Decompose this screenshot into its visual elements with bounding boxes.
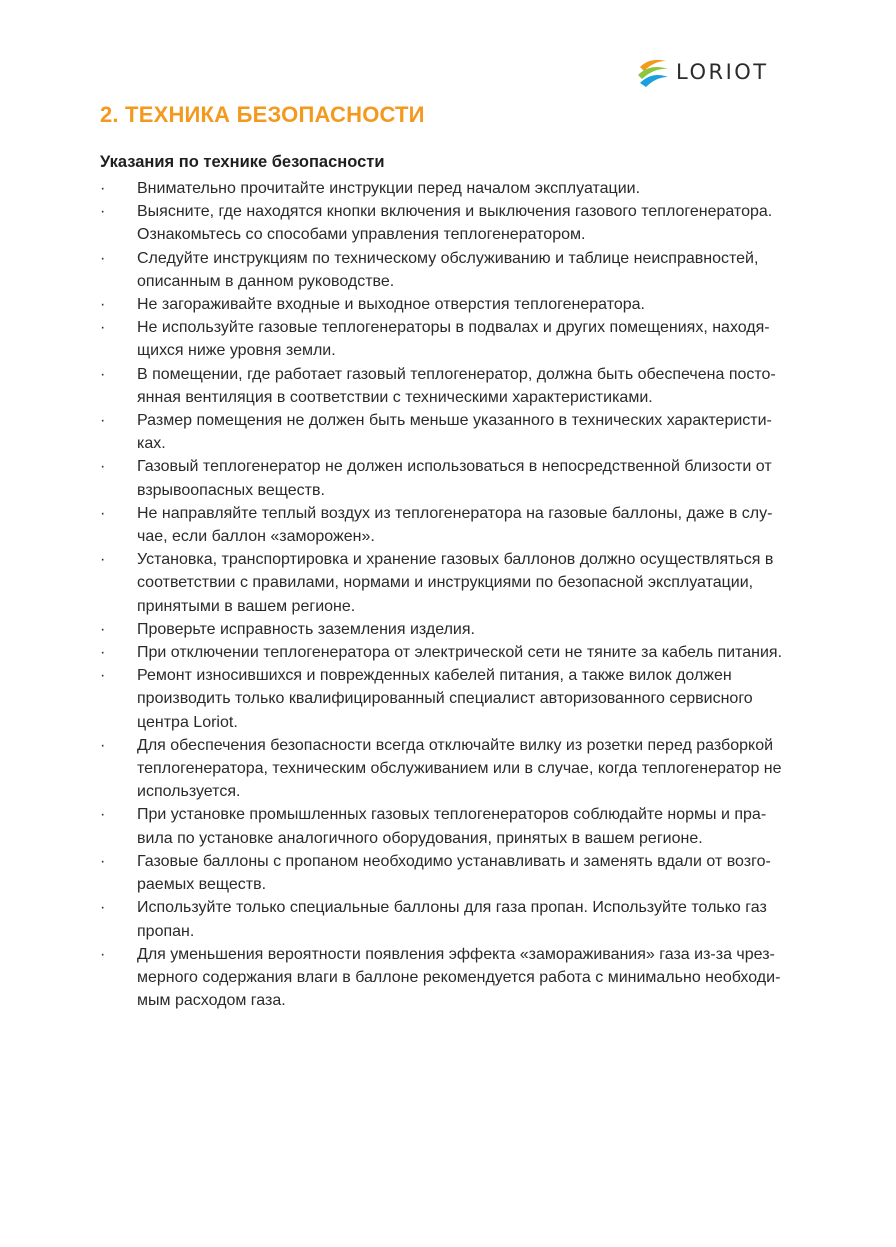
safety-rule-item [100, 664, 800, 734]
safety-rule-item [100, 363, 800, 409]
safety-rule-item [100, 943, 800, 1013]
bullet-icon: · [100, 667, 106, 685]
safety-rule-text: Проверьте исправность заземления изделия. [137, 620, 475, 638]
safety-rule-item [100, 548, 800, 618]
safety-rule-text: Ремонт износившихся и поврежденных кабелей питания, а также вилок должен производить только квалифицированный специалист авторизованного сервисного центра Loriot. [137, 667, 753, 731]
safety-subtitle: Указания по технике безопасности [100, 153, 385, 171]
bullet-icon: · [100, 412, 106, 430]
safety-rule-text: Выясните, где находятся кнопки включения и выключения газового теплогенератора. Ознакомьтесь со способами управления теплогенератором. [137, 203, 773, 244]
safety-rule-text: Не направляйте теплый воздух из теплогенератора на газовые баллоны, даже в слу-чае, если баллон «заморожен». [137, 504, 773, 546]
safety-rule-text: Внимательно прочитайте инструкции перед началом эксплуатации. [137, 180, 641, 197]
safety-rule-item [100, 316, 800, 362]
safety-rule-item [100, 502, 800, 548]
section-title: 2. ТЕХНИКА БЕЗОПАСНОСТИ [100, 102, 425, 127]
safety-rule-item [100, 618, 800, 641]
safety-rule-text: При отключении теплогенератора от электрической сети не тяните за кабель питания. [137, 644, 783, 662]
safety-rule-text: Газовые баллоны с пропаном необходимо устанавливать и заменять вдали от возго-раемых веществ. [137, 852, 771, 894]
bullet-icon: · [100, 365, 106, 383]
bullet-icon: · [100, 296, 106, 314]
safety-rule-text: Не загораживайте входные и выходное отверстия теплогенератора. [137, 296, 645, 314]
safety-rule-item [100, 641, 800, 664]
safety-rule-text: Не используйте газовые теплогенераторы в подвалах и других помещениях, находя-щихся ниже уровня земли. [137, 319, 770, 360]
safety-rule-item [100, 200, 800, 246]
brand-logo [636, 57, 769, 87]
safety-rule-text: Используйте только специальные баллоны для газа пропан. Используйте только газ пропан. [137, 899, 767, 940]
safety-rule-item [100, 734, 800, 804]
bullet-icon: · [100, 458, 106, 476]
bullet-icon: · [100, 736, 106, 754]
bullet-icon: · [100, 852, 106, 870]
safety-rule-text: Следуйте инструкциям по техническому обслуживанию и таблице неисправностей, описанным в данном руководстве. [137, 249, 759, 290]
safety-rules-list [100, 177, 800, 1012]
safety-rule-text: Для уменьшения вероятности появления эффекта «замораживания» газа из-за чрез-мерного содержания влаги в баллоне рекомендуется работа с минимально необходи-мым расходом газа. [137, 945, 781, 1010]
logo-text: LORIOT [676, 60, 769, 84]
bullet-icon: · [100, 203, 106, 221]
safety-rule-text: Размер помещения не должен быть меньше указанного в технических характеристи-ках. [137, 412, 772, 453]
safety-rule-item [100, 455, 800, 501]
bullet-icon: · [100, 551, 106, 569]
safety-rule-text: Установка, транспортировка и хранение газовых баллонов должно осуществляться в соответствии с правилами, нормами и инструкциями по безопасной эксплуатации, принятыми в вашем регионе. [137, 551, 774, 615]
safety-rule-text: Газовый теплогенератор не должен использоваться в непосредственной близости от взрывоопасных веществ. [137, 458, 772, 499]
safety-rule-text: При установке промышленных газовых теплогенераторов соблюдайте нормы и пра-вила по установке аналогичного оборудования, принятых в вашем регионе. [137, 806, 767, 847]
safety-rule-text: Для обеспечения безопасности всегда отключайте вилку из розетки перед разборкой теплогенератора, техническим обслуживанием или в случае, когда теплогенератор не используется. [137, 736, 782, 801]
bullet-icon: · [100, 319, 106, 337]
safety-rule-item [100, 177, 800, 200]
bullet-icon: · [100, 504, 106, 522]
safety-rule-item [100, 896, 800, 942]
safety-rule-item [100, 850, 800, 896]
safety-rule-item [100, 803, 800, 849]
safety-rule-item [100, 293, 800, 316]
bullet-icon: · [100, 806, 106, 824]
bullet-icon: · [100, 644, 106, 662]
bullet-icon: · [100, 249, 106, 267]
safety-rule-item [100, 409, 800, 455]
safety-rule-item [100, 247, 800, 293]
bullet-icon: · [100, 180, 106, 197]
safety-rule-text: В помещении, где работает газовый теплогенератор, должна быть обеспечена посто-янная вентиляция в соответствии с техническими характеристиками. [137, 365, 776, 406]
logo-mark-icon [636, 57, 670, 87]
bullet-icon: · [100, 945, 106, 963]
bullet-icon: · [100, 899, 106, 917]
bullet-icon: · [100, 620, 106, 638]
